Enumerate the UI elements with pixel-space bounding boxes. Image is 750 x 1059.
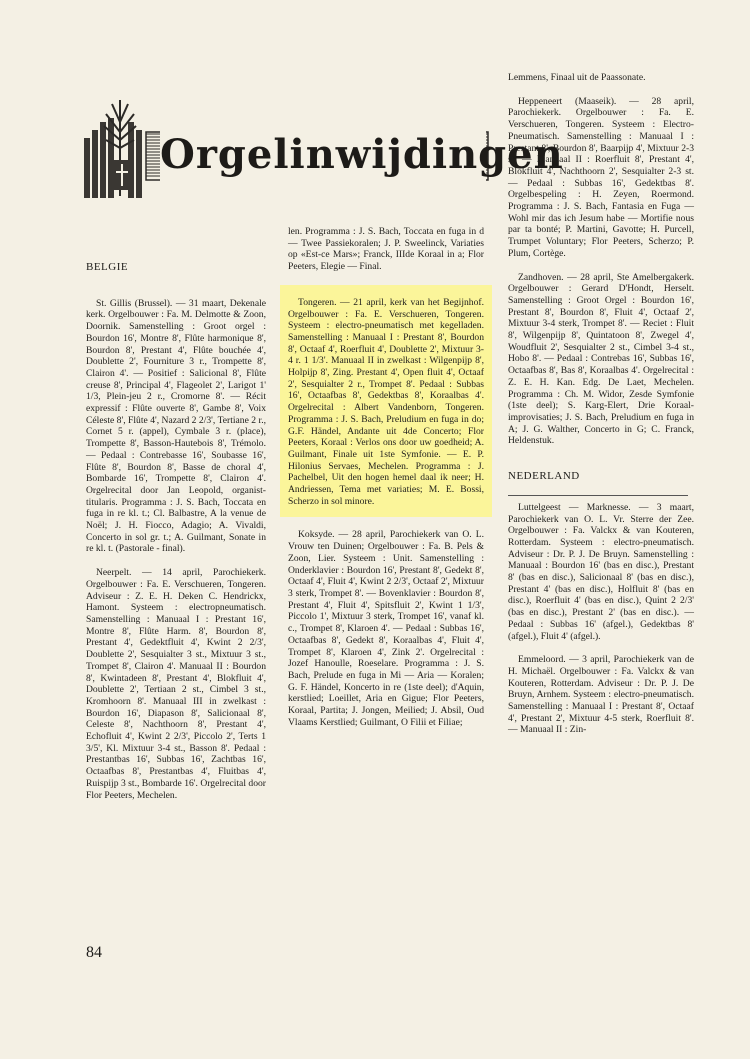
middle-column (288, 226, 484, 740)
page-number: 84 (86, 944, 102, 961)
highlighted-entry (280, 285, 492, 518)
right-column (508, 72, 694, 748)
section-divider (508, 495, 688, 496)
entry-heppeneert: Heppeneert (Maaseik). — 28 april, Parochiekerk. Orgelbouwer : Fa. E. Verschueren, Tongeren. Systeem : Electro-Pneumatisch. Samenstelling : Manuaal I : Prestant 8', Bourdon 8', Baarpijp 4', Mixtuur 2-3 st. — Manuaal II : Roerfluit 8', Prestant 4', Blokfluit 4', Nachthoorn 2', Sesquialter 2-3 st. — Pedaal : Subbas 16', Gedektbas 8'. Orgelbespeling : H. Zeyen, Roermond. Programma : J. S. Bach, Fantasia en Fuga — Wohl mir das ich Jesum habe — Mortifie nous par ta bonté; P. Martini, Gavotte; H. Purcell, Trumpet Voluntary; Flor Peeters, Scherzo; P. Plum, Cortège. (508, 95, 694, 259)
left-column (86, 262, 266, 813)
entry-zandhoven: Zandhoven. — 28 april, Ste Amelbergakerk. Orgelbouwer : Gerard D'Hondt, Herselt. Samenstelling : Groot Orgel : Bourdon 16', Prestant 8', Bourdon 8', Fluit 4', Octaaf 2', Mixtuur 3-4 sterk, Trompet 8'. — Reciet : Fluit 8', Wilgenpijp 8', Quintatoon 8', Zwegel 4', Woudfluit 2', Sesquialter 2 st., Cimbel 3-4 st., Hobo 8'. — Pedaal : Contrebas 16', Subbas 16', Octaafbas 8', Bas 8', Koraalbas 4'. Orgelrecital : Z. E. H. Kan. Edg. De Laet, Mechelen. Programma : Ch. M. Widor, Zesde Symfonie (1ste deel); S. Karg-Elert, Drie Koraal-improvisaties; J. S. Bach, Preludium en fuga in A; J. G. Walther, Concerto in G; C. Franck, Heldenstuk. (508, 271, 694, 447)
page-title: Orgelinwijdingen (160, 130, 486, 184)
entry-neerpelt: Neerpelt. — 14 april, Parochiekerk. Orgelbouwer : Fa. E. Verschueren, Tongeren. Adviseur : Z. E. H. Deken C. Hendrickx, Hamont. Systeem : electropneumatisch. Samenstelling : Manuaal I : Prestant 16', Montre 8', Flûte Harm. 8', Bourdon 8', Prestant 4', Gedektfluit 4', Kwint 2 2/3', Doublette 2', Sesquialter 3 st., Mixtuur 3 st., Trompet 8', Clairon 4'. Manuaal II : Bourdon 8', Kwintadeen 8', Prestant 4', Blokfluit 4', Doublette 2', Tertiaan 2 st., Cimbel 3 st., Kromhoorn 8'. Manuaal III in zwelkast : Bourdon 16', Diapason 8', Salicionaal 8', Celeste 8', Nachthoorn 8', Prestant 4', Echofluit 4', Kwint 2 2/3', Piccolo 2', Terts 1 3/5', Kl. Mixtuur 3-4 st., Basson 8'. Pedaal : Prestantbas 16', Subbas 16', Zachtbas 16', Octaafbas 8', Prestantbas 4', Fluitbas 4', Ruispijp 3 st., Bombarde 16'. Orgelrecital door Flor Peeters, Mechelen. (86, 567, 266, 801)
entry-koksyde: Koksyde. — 28 april, Parochiekerk van O. L. Vrouw ten Duinen; Orgelbouwer : Fa. B. Pels & Zoon, Lier. Systeem : Unit. Samenstelling : Onderklavier : Bourdon 16', Prestant 8', Gedekt 8', Octaaf 4', Fluit 4', Kwint 2 2/3', Octaaf 2', Mixtuur 3 sterk, Trompet 8'. — Bovenklavier : Bourdon 8', Prestant 4', Fluit 4', Spitsfluit 2', Kwint 1 1/3', Piccolo 1', Mixtuur 3 sterk, Trompet 16', vanaf kl. c., Trompet 8', Klaroen 4'. — Pedaal : Subbas 16', Octaafbas 8', Gedekt 8', Koraalbas 4', Fluit 4', Trompet 8', Klaroen 4', Zink 2'. Orgelrecital : Jozef Hanoulle, Roeselare. Programma : J. S. Bach, Prelude en fuga in Mi — Aria — Koralen; G. F. Händel, Koncerto in re (1ste deel); d'Aquin, kerstlied; Loeillet, Aria en Gigue; Flor Peeters, Koraal, Partita; J. Jongen, Meilied; J. Absil, Oud Vlaams Kerstlied; Guilmant, O Filii et Filiae; (288, 529, 484, 728)
section-title-belgie: BELGIE (86, 261, 129, 273)
entry-emmeloord: Emmeloord. — 3 april, Parochiekerk van de H. Michaël. Orgelbouwer : Fa. Valckx & van Kouteren, Rotterdam. Adviseur : Dr. P. J. De Bruyn, Arnhem. Systeem : electro-pneumatisch. Samenstelling : Manuaal I : Prestant 8', Octaaf 4', Prestant 2', Mixtuur 4-5 sterk, Roerfluit 8'. — Manuaal II : Zin- (508, 654, 694, 736)
entry-st-gillis: St. Gillis (Brussel). — 31 maart, Dekenale kerk. Orgelbouwer : Fa. M. Delmotte & Zoon, Doornik. Samenstelling : Groot orgel : Bourdon 16', Montre 8', Flûte harmonique 8', Bourdon 8', Prestant 4', Flûte bouchée 4', Doublette 2', Fourniture 3 r., Trompette 8', Clairon 4'. — Positief : Salicional 8', Flûte creuse 8', Principal 4', Flageolet 2', Larigot 1' 1/3, Plein-jeu 2 r., Cromorne 8'. — Récit expressif : Flûte ouverte 8', Gambe 8', Voix Céleste 8', Flûte 4', Nazard 2 2/3', Tertiane 2 r., Cornet 5 r. (appel), Cymbale 3 r. (place), Trompette 8', Basson-Hautebois 8', Trémolo. — Pedaal : Contrebasse 16', Soubasse 16', Flûte 8', Bourdon 8', Basse de choral 4', Bombarde 16', Trompette 8', Clairon 4'. Orgelrecital door Jan Leopold, organist-titularis. Programma : J. S. Bach, Toccata en fuga in re kl. t.; Cl. Balbastre, A la venue de Noël; J. H. Fiocco, Adagio; A. Vivaldi, Concerto in sol gr. t.; A. Guilmant, Sonate in re kl. t. (Pastorale - final). (86, 297, 266, 555)
header-banner (76, 92, 564, 204)
entry-tongeren: Tongeren. — 21 april, kerk van het Begijnhof. Orgelbouwer : Fa. E. Verschueren, Tongeren. Systeem : electro-pneumatisch met kegelladen. Samenstelling : Manuaal I : Prestant 8', Bourdon 8', Octaaf 4', Roerfluit 4', Doublette 2', Mixtuur 3-4 r. 1 1/3'. Manuaal II in zwelkast : Wilgenpijp 8', Holpijp 8', Zing. Prestant 4', Open fluit 4', Octaaf 2', Sesquialter 2 r., Trompet 8'. Pedaal : Subbas 16', Octaafbas 8', Gedektbas 8', Koraalbas 4'. Orgelrecital : Albert Vandenborn, Tongeren. Programma : J. S. Bach, Preludium en fuga in do; G.F. Händel, Andante uit 4de Concerto; Flor Peeters, Koraal : Verlos ons door uw goedheid; A. Guilmant, Finale uit 1ste Symfonie. — E. P. Hilonius Servaes, Mechelen. Programma : J. Pachelbel, Uit den hogen hemel daal ik neer; H. Andriessen, Tema met variaties; M. E. Bossi, Scherzo in sol minore. (288, 296, 484, 507)
entry-continuation: len. Programma : J. S. Bach, Toccata en fuga in d — Twee Passiekoralen; J. P. Sweelinck, Variaties op «Est-ce Mars»; Franck, IIIde Koraal in a; Flor Peeters, Elegie — Final. (288, 226, 484, 273)
entry-continuation: Lemmens, Finaal uit de Paassonate. (508, 72, 646, 83)
entry-luttelgeest: Luttelgeest — Marknesse. — 3 maart, Parochiekerk van O. L. Vr. Sterre der Zee. Orgelbouwer : Fa. Valckx & van Kouteren, Rotterdam. Systeem : electro-pneumatisch. Adviseur : Dr. P. J. De Bruyn. Samenstelling : Manuaal : Bourdon 16' (bas en disc.), Prestant 8' (bas en disc.), Salicionaal 8' (bas en disc.), Prestant 4' (bas en disc.), Holfluit 8' (bas en disc.), Roerfluit 4' (bas en disc.), Quint 2 2/3' (bas en disc.), Prestant 2' (bas en disc.). — Pedaal : Subbas 16' (afgel.), Gedektbas 8' (afgel.), Fluit 4' (afgel.). (508, 501, 694, 642)
section-title-nederland: NEDERLAND (508, 470, 580, 483)
